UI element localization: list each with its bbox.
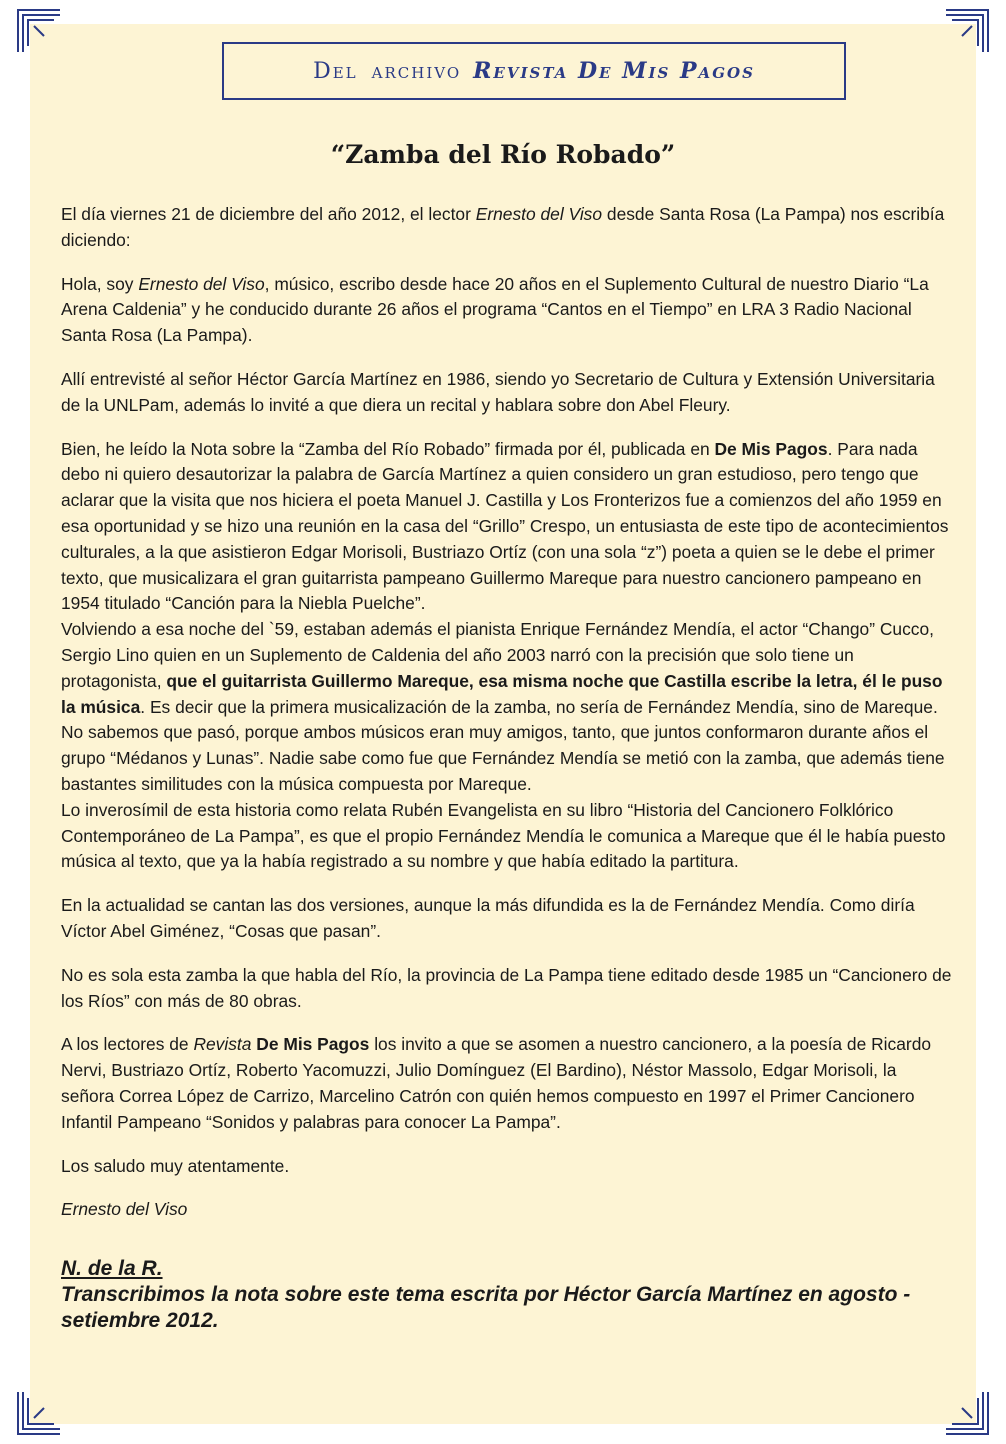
corner-ornament-icon — [14, 1388, 64, 1438]
paragraph: En la actualidad se cantan las dos versiones, aunque la más difundida es la de Fernández Mendía. Como diría Víctor Abel Giménez, “Cosas que pasan”. — [61, 895, 915, 941]
text-run: . Para nada debo ni quiero desautorizar la palabra de García Martínez a quien considero un gran estudioso, pero tengo que aclarar que la visita que nos hiciera el poeta Manuel J. Castilla y Los Fronterizos fue a comienzos del año 1959 en esa oportunidad y se hizo una reunión en la casa del “Grillo” Crespo, un entusiasta de este tipo de acontecimientos culturales, a la que asistieron Edgar Morisoli, Bustriazo Ortíz (con una sola “z”) poeta a quien se le debe el primer texto, que musicalizara el gran guitarrista pampeano Guillermo Mareque para nuestro cancionero pampeano en 1954 titulado “Canción para la Niebla Puelche”. — [61, 438, 949, 614]
text-run: Hola, soy — [61, 273, 139, 294]
corner-ornament-icon — [942, 1388, 992, 1438]
paragraph — [61, 202, 953, 254]
publication-prefix: Revista — [193, 1034, 252, 1055]
paragraph — [61, 437, 953, 618]
corner-ornament-icon — [942, 6, 992, 56]
header-publication: Revista De Mis Pagos — [473, 58, 755, 84]
author-name: Ernesto del Viso — [138, 273, 265, 294]
paragraph — [61, 272, 953, 349]
text-run: , músico, escribo desde hace 20 años en el Suplemento Cultural de nuestro Diario “La Arena Caldenia” y he conducido durante 26 años el programa “Cantos en el Tiempo” en LRA 3 Radio Nacional Santa Rosa (La Pampa). — [61, 273, 929, 346]
article-body — [61, 202, 953, 1241]
editor-note-heading: N. de la R. — [61, 1257, 163, 1280]
publication-name: De Mis Pagos — [714, 438, 828, 459]
header-archivo: archivo — [371, 58, 462, 84]
paragraph: No es sola esta zamba la que habla del Río, la provincia de La Pampa tiene editado desde 1985 un “Cancionero de los Ríos” con más de 80 obras. — [61, 964, 952, 1011]
text-run: desde Santa Rosa (La Pampa) nos escribía diciendo: — [61, 204, 945, 250]
text-run: A los lectores de — [61, 1034, 194, 1055]
editor-note — [61, 1256, 961, 1334]
text-run: Bien, he leído la Nota sobre la “Zamba del Río Robado” firmada por él, publicada en — [61, 438, 715, 459]
paragraph — [61, 617, 953, 798]
paragraph: Lo inverosímil de esta historia como relata Rubén Evangelista en su libro “Historia del Cancionero Folklórico Contemporáneo de La Pampa”, es que el propio Fernández Mendía le comunica a Mareque que él le había puesto música al texto, que ya la había registrado a su nombre y que había editado la partitura. — [61, 799, 946, 872]
text-run: El día viernes 21 de diciembre del año 2012, el lector — [61, 204, 476, 224]
author-name: Ernesto del Viso — [475, 204, 603, 224]
signature: Ernesto del Viso — [61, 1199, 188, 1220]
paragraph — [61, 1032, 953, 1135]
article-title: “Zamba del Río Robado” — [330, 140, 676, 169]
text-run: . Es decir que la primera musicalización de la zamba, no sería de Fernández Mendía, sino de Mareque. No sabemos que pasó, porque ambos músicos eran muy amigos, tanto, que juntos conformaron durante años el grupo “Médanos y Lunas”. Nadie sabe como fue que Fernández Mendía se metió con la zamba, que además tiene bastantes similitudes con la música compuesta por Mareque. — [61, 696, 945, 794]
text-run: Volviendo a esa noche del `59, estaban además el pianista Enrique Fernández Mendía, el actor “Chango” Cucco, Sergio Lino quien en un Suplemento de Caldenia del año 2003 narró con la precisión que solo tiene un protagonista, — [61, 619, 934, 691]
header-del: Del — [313, 58, 358, 84]
closing: Los saludo muy atentamente. — [61, 1155, 290, 1176]
editor-note-text: Transcribimos la nota sobre este tema escrita por Héctor García Martínez en agosto - setiembre 2012. — [61, 1283, 911, 1332]
text-run: los invito a que se asomen a nuestro cancionero, a la poesía de Ricardo Nervi, Bustriazo Ortíz, Roberto Yacomuzzi, Julio Domínguez (El Bardino), Néstor Massolo, Edgar Morisoli, la señora Correa López de Carrizo, Marcelino Catrón con quién hemos compuesto en 1997 el Primer Cancionero Infantil Pampeano “Sonidos y palabras para conocer La Pampa”. — [61, 1034, 932, 1132]
emphasis-text: que el guitarrista Guillermo Mareque, esa misma noche que Castilla escribe la letra, él le puso la música — [61, 670, 943, 717]
publication-name: De Mis Pagos — [256, 1034, 370, 1055]
corner-ornament-icon — [14, 6, 64, 56]
paragraph: Allí entrevisté al señor Héctor García Martínez en 1986, siendo yo Secretario de Cultura y Extensión Universitaria de la UNLPam, además lo invité a que diera un recital y hablara sobre don Abel Fleury. — [61, 368, 935, 415]
section-header — [222, 42, 846, 100]
